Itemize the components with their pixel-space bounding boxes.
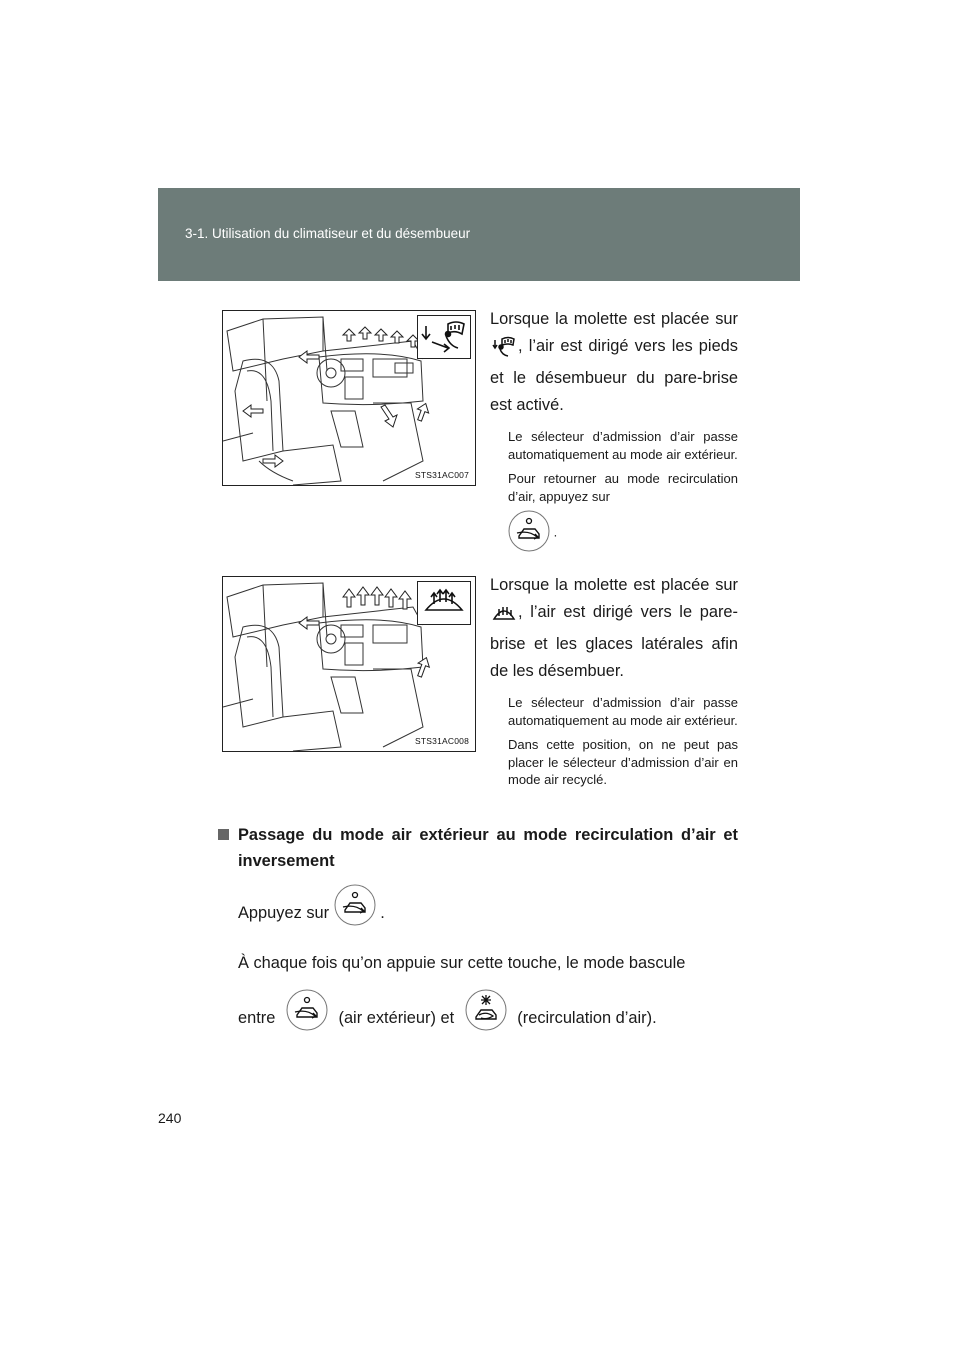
description-block-2 bbox=[490, 572, 738, 796]
notes-1 bbox=[508, 428, 738, 557]
text-before-icon: Lorsque la molette est placée sur bbox=[490, 576, 738, 594]
figure-code: STS31AC008 bbox=[415, 736, 469, 746]
note-button-line bbox=[508, 510, 738, 557]
between-label: entre bbox=[238, 1008, 276, 1027]
figure-floor-defrost-airflow bbox=[222, 310, 476, 486]
note-period: . bbox=[553, 524, 558, 540]
description-text-2 bbox=[490, 572, 738, 684]
figure-code: STS31AC007 bbox=[415, 470, 469, 480]
note-position: Dans cette position, on ne peut pas placer le sélecteur d’admission d’air en mode air recyclé. bbox=[508, 737, 738, 787]
press-line bbox=[218, 884, 738, 943]
outside-air-button-icon bbox=[286, 989, 328, 1048]
description-text-1 bbox=[490, 306, 738, 418]
figure-windshield-defrost-airflow bbox=[222, 576, 476, 752]
bullet-square bbox=[218, 829, 229, 840]
toggle-text: À chaque fois qu’on appuie sur cette touche, le mode bascule bbox=[238, 954, 686, 972]
page-number: 240 bbox=[158, 1110, 182, 1126]
text-before-icon: Lorsque la molette est placée sur bbox=[490, 310, 738, 328]
text-after-icon: , l’air est dirigé vers les pieds et le désembueur du pare-brise est activé. bbox=[490, 336, 738, 414]
description-block-1 bbox=[490, 306, 738, 564]
note-outside-air: Le sélecteur d’admission d’air passe automatiquement au mode air extérieur. bbox=[508, 695, 738, 728]
text-after-icon: , l’air est dirigé vers le pare-brise et les glaces latérales afin de les désembuer. bbox=[490, 602, 738, 680]
press-period: . bbox=[380, 903, 385, 922]
recirculation-button-icon bbox=[465, 989, 507, 1048]
section-heading-text: Passage du mode air extérieur au mode recirculation d’air et inversement bbox=[238, 826, 738, 870]
note-outside-air: Le sélecteur d’admission d’air passe automatiquement au mode air extérieur. bbox=[508, 429, 738, 462]
floor-defrost-icon bbox=[492, 335, 516, 366]
between-line bbox=[218, 989, 738, 1048]
windshield-defrost-icon bbox=[492, 601, 516, 632]
recirculation-label: (recirculation d’air). bbox=[517, 1008, 657, 1027]
windshield-defrost-mode-icon bbox=[417, 581, 471, 625]
outside-air-label: (air extérieur) et bbox=[338, 1008, 455, 1027]
floor-defrost-mode-icon bbox=[417, 315, 471, 359]
air-intake-outside-button-icon bbox=[508, 510, 550, 557]
note-return-recirc bbox=[508, 470, 738, 505]
header-band bbox=[158, 188, 800, 281]
recirculation-section bbox=[218, 822, 738, 1048]
press-label: Appuyez sur bbox=[238, 903, 330, 922]
section-heading bbox=[218, 822, 738, 874]
notes-2 bbox=[508, 694, 738, 789]
note-return-text: Pour retourner au mode recirculation d’air, appuyez sur bbox=[508, 471, 738, 504]
section-title: 3-1. Utilisation du climatiseur et du désembueur bbox=[185, 226, 471, 241]
air-intake-outside-button-icon bbox=[334, 884, 376, 943]
